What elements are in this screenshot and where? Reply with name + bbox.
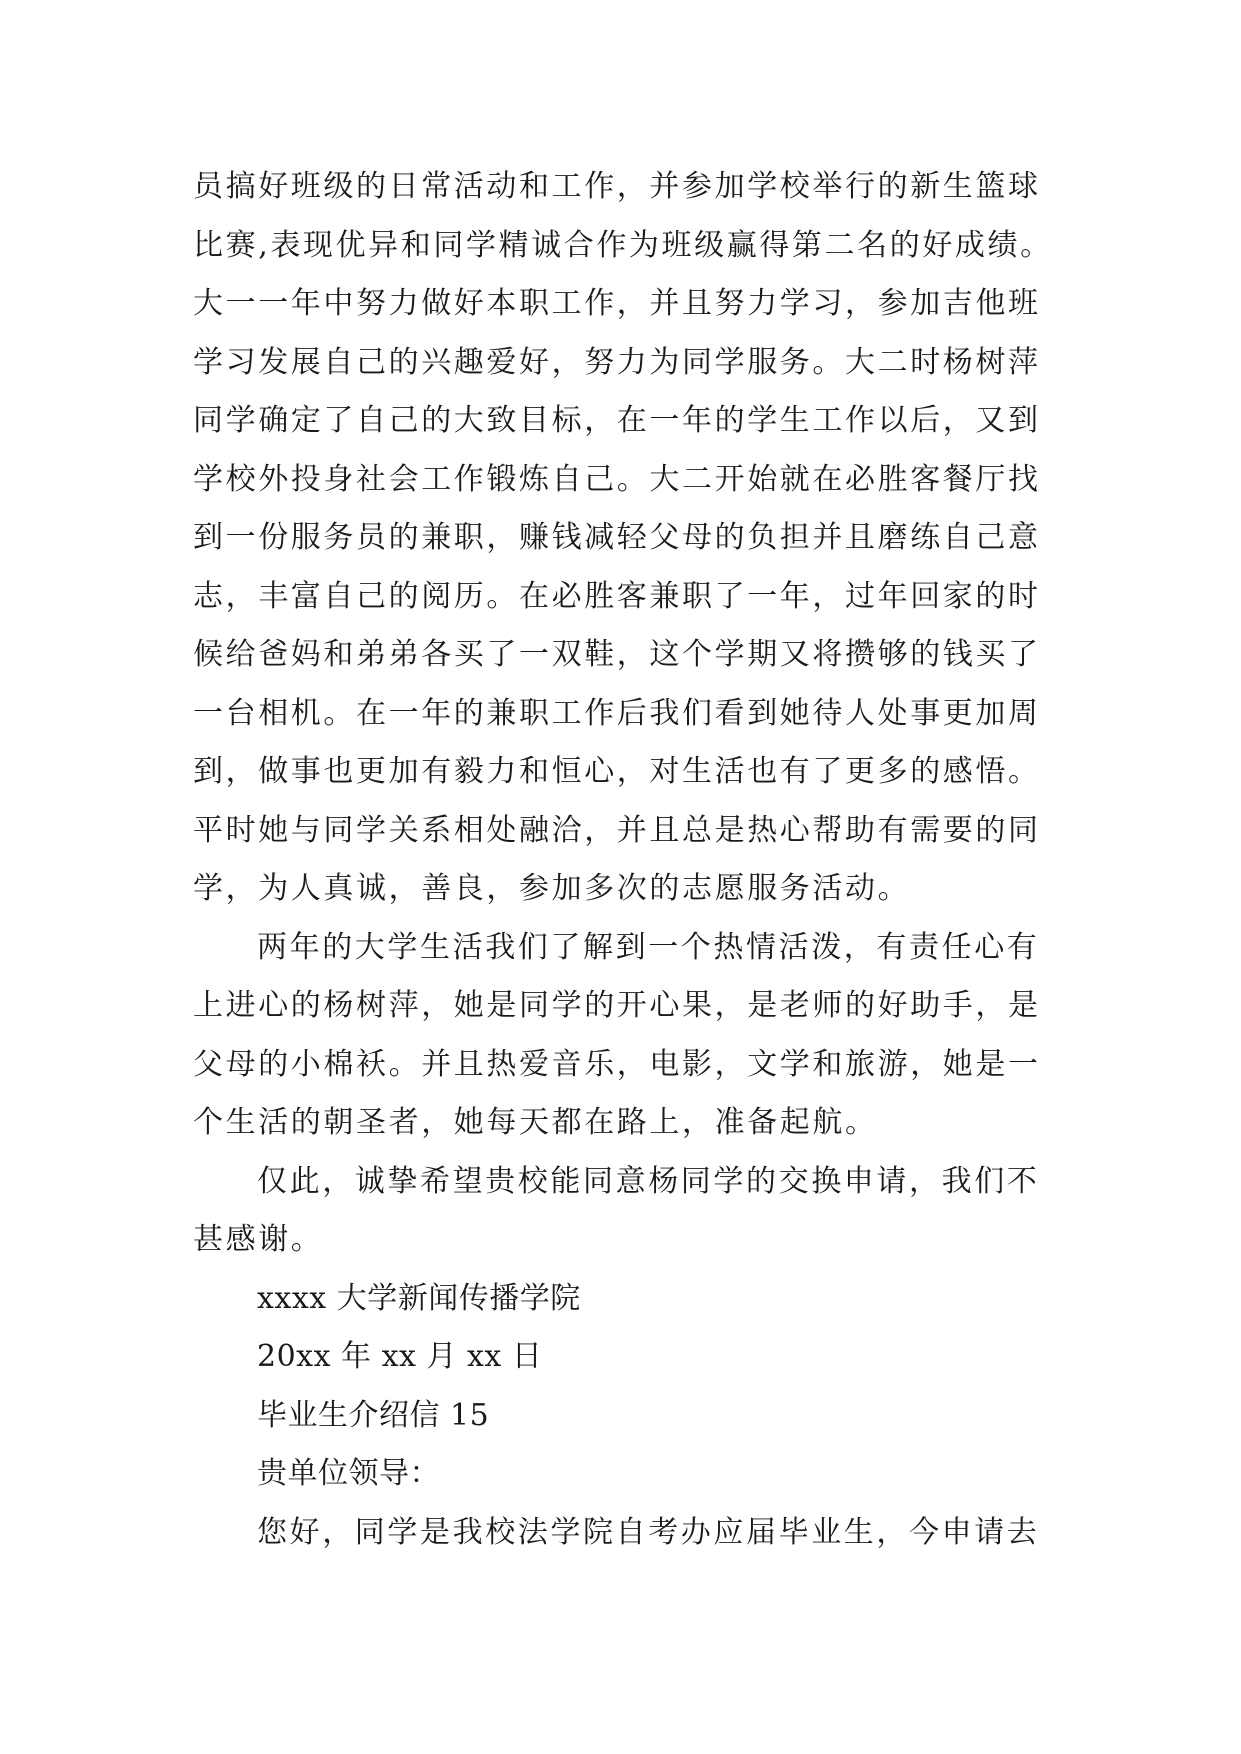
signature-institution: xxxx 大学新闻传播学院 <box>257 1280 581 1316</box>
body-line: 甚感谢。 <box>193 1222 324 1257</box>
salutation: 贵单位领导： <box>257 1456 440 1491</box>
body-line: 平时她与同学关系相处融洽，并且总是热心帮助有需要的同 <box>193 812 1041 848</box>
body-line: 父母的小棉袄。并且热爱音乐，电影，文学和旅游，她是一 <box>193 1046 1041 1082</box>
paragraph-start-line: 两年的大学生活我们了解到一个热情活泼，有责任心有 <box>257 929 1040 965</box>
body-line: 一台相机。在一年的兼职工作后我们看到她待人处事更加周 <box>193 695 1041 731</box>
body-line: 到，做事也更加有毅力和恒心，对生活也有了更多的感悟。 <box>193 754 1041 789</box>
signature-date: 20xx 年 xx 月 xx 日 <box>257 1339 543 1374</box>
body-line: 学，为人真诚，善良，参加多次的志愿服务活动。 <box>193 871 911 906</box>
body-line: 学校外投身社会工作锻炼自己。大二开始就在必胜客餐厅找 <box>193 461 1041 497</box>
paragraph-start-line: 您好，同学是我校法学院自考办应届毕业生，今申请去 <box>257 1514 1040 1550</box>
body-line: 大一一年中努力做好本职工作，并且努力学习，参加吉他班 <box>193 286 1041 321</box>
body-line: 志，丰富自己的阅历。在必胜客兼职了一年，过年回家的时 <box>193 578 1041 614</box>
body-line: 上进心的杨树萍，她是同学的开心果，是老师的好助手，是 <box>193 988 1041 1023</box>
document-body <box>193 158 1053 1562</box>
paragraph-start-line: 仅此，诚挚希望贵校能同意杨同学的交换申请，我们不 <box>257 1163 1040 1199</box>
body-line: 学习发展自己的兴趣爱好，努力为同学服务。大二时杨树萍 <box>193 344 1041 380</box>
section-title: 毕业生介绍信 15 <box>257 1397 490 1433</box>
body-line: 同学确定了自己的大致目标，在一年的学生工作以后，又到 <box>193 403 1041 438</box>
body-line: 员搞好班级的日常活动和工作，并参加学校举行的新生篮球 <box>193 169 1041 204</box>
body-line: 到一份服务员的兼职，赚钱减轻父母的负担并且磨练自己意 <box>193 520 1041 555</box>
body-line: 候给爸妈和弟弟各买了一双鞋，这个学期又将攒够的钱买了 <box>193 637 1041 672</box>
body-line: 个生活的朝圣者，她每天都在路上，准备起航。 <box>193 1105 878 1140</box>
body-line: 比赛,表现优异和同学精诚合作为班级赢得第二名的好成绩。 <box>193 227 1053 263</box>
